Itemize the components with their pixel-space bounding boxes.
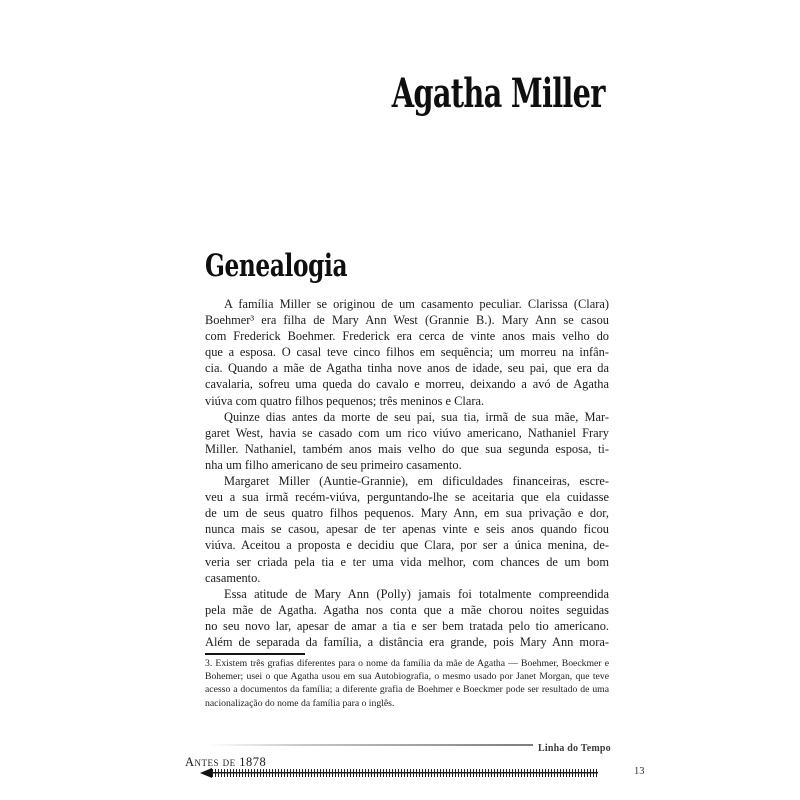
body-line: nunca mais se casou, apesar de ter apenas vinte e seis anos quando ficou xyxy=(205,522,609,537)
left-arrow-icon xyxy=(200,768,212,778)
footnote-divider xyxy=(205,653,305,655)
body-line: veria ser criada pela tia e ter uma vida melhor, com chances de um bom xyxy=(205,554,609,569)
page-number: 13 xyxy=(634,766,645,777)
section-heading: Genealogia xyxy=(205,248,348,284)
body-text xyxy=(205,296,609,650)
body-line: Quinze dias antes da morte de seu pai, sua tia, irmã de sua mãe, Mar- xyxy=(224,409,609,424)
body-line: veu a sua irmã recém-viúva, perguntando-lhe se aceitaria que ela cuidasse xyxy=(205,490,609,505)
body-line: viúva. Aceitou a proposta e decidiu que Clara, por ser a única menina, de- xyxy=(205,538,609,553)
body-line: pela mãe de Agatha. Agatha nos conta que a mãe chorou noites seguidas xyxy=(205,602,609,617)
body-line: que a esposa. O casal teve cinco filhos em sequência; um morreu na infân- xyxy=(205,345,609,360)
body-line: cia. Quando a mãe de Agatha tinha nove anos de idade, seu pai, que era da xyxy=(205,361,609,376)
body-line: com Frederick Boehmer. Frederick era cerca de vinte anos mais velho do xyxy=(205,329,609,344)
chapter-title: Agatha Miller xyxy=(392,70,605,117)
timeline-label: Linha do Tempo xyxy=(538,743,611,754)
footnote-line: acesso a documentos da família; a diferente grafia de Boehmer e Boeckmer pode ser resultado de uma xyxy=(205,684,609,696)
body-line: Miller. Nathaniel, também anos mais velho do que sua segunda esposa, ti- xyxy=(205,441,609,456)
footnote-line: nacionalização do nome da família para o inglês. xyxy=(205,697,395,709)
body-line: cavalaria, sofreu uma queda do cavalo e morreu, deixando a avó de Agatha xyxy=(205,377,609,392)
body-line: nha um filho americano de seu primeiro casamento. xyxy=(205,457,462,472)
era-label: Antes de 1878 xyxy=(185,755,267,769)
body-line: Essa atitude de Mary Ann (Polly) jamais foi totalmente compreendida xyxy=(224,586,609,601)
timeline-ticks xyxy=(212,769,598,777)
footnote-line: 3. Existem três grafias diferentes para o nome da família da mãe de Agatha — Boehmer, Boeckmer e xyxy=(205,658,609,669)
footnote xyxy=(205,657,609,710)
body-line: casamento. xyxy=(205,570,261,585)
body-line: A família Miller se originou de um casamento peculiar. Clarissa (Clara) xyxy=(224,297,609,311)
body-line: viúva com quatro filhos pequenos; três meninos e Clara. xyxy=(205,393,485,408)
body-line: no seu novo lar, apesar de amar a tia e ser bem tratada pelo tio americano. xyxy=(205,618,609,633)
body-line: Boehmer³ era filha de Mary Ann West (Grannie B.). Mary Ann se casou xyxy=(205,313,609,328)
timeline-track xyxy=(200,768,598,778)
body-line: garet West, havia se casado com um rico viúvo americano, Nathaniel Frary xyxy=(205,425,609,440)
footnote-line: Bohemer; usei o que Agatha usou em sua Autobiografia, o mesmo usado por Janet Morgan, que teve xyxy=(205,671,609,683)
body-line: Margaret Miller (Auntie-Grannie), em dificuldades financeiras, escre- xyxy=(224,474,609,489)
body-line: de um de seus quatro filhos pequenos. Mary Ann, em sua privação e dor, xyxy=(205,506,609,521)
body-line: Além de separada da família, a distância era grande, pois Mary Ann mora- xyxy=(205,634,609,649)
timeline-header-rule xyxy=(207,744,533,746)
